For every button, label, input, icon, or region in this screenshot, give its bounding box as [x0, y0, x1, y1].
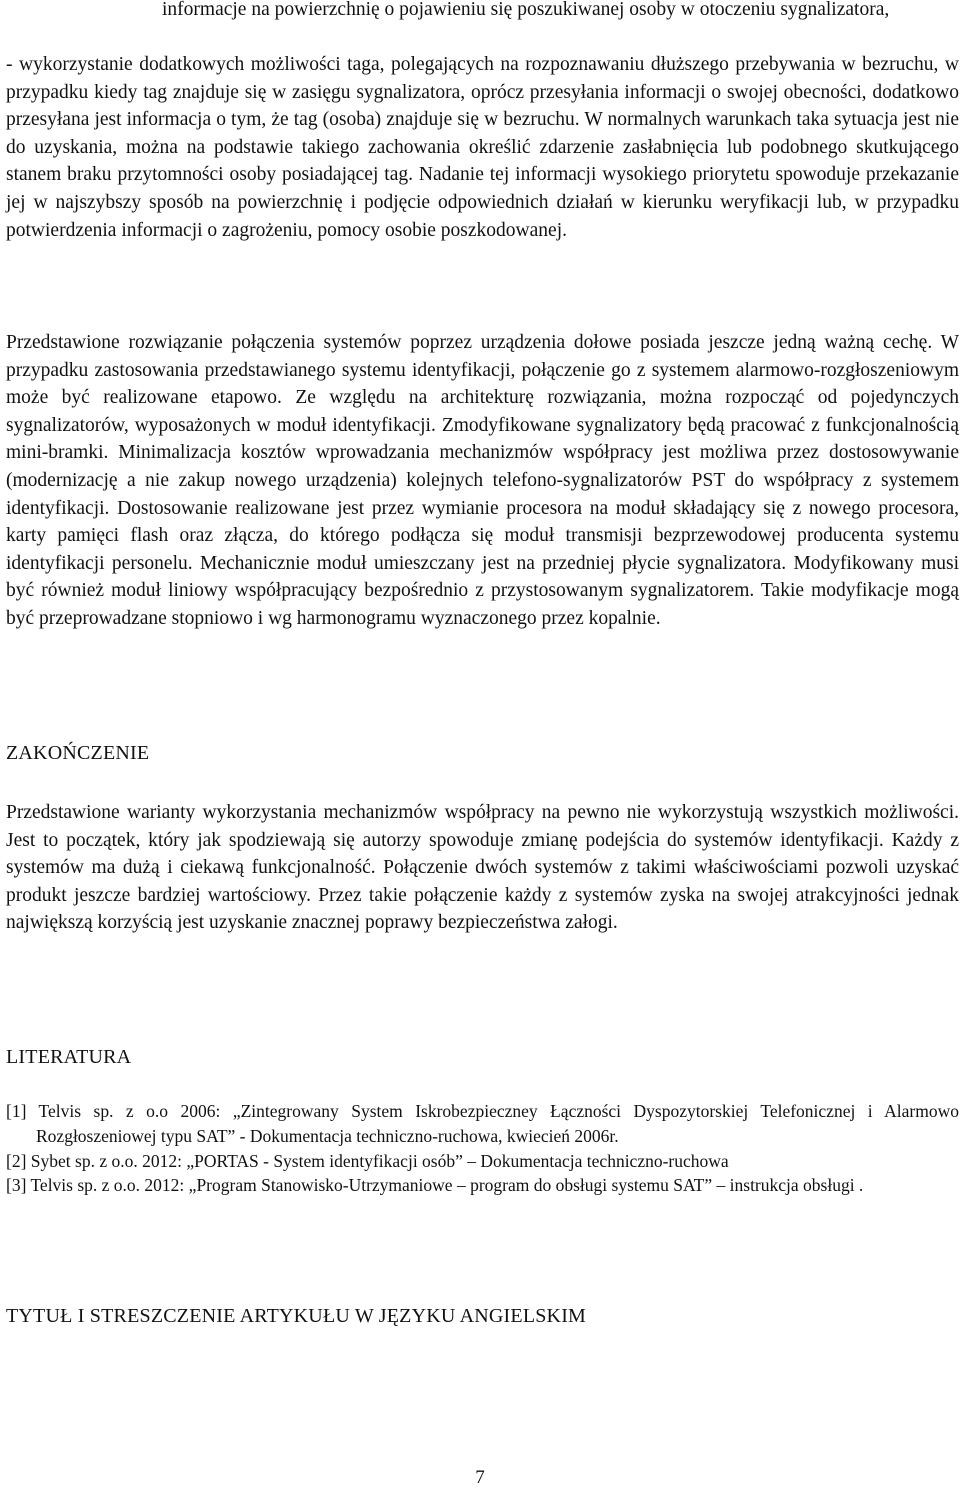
- conclusion-paragraph: Przedstawione warianty wykorzystania mechanizmów współpracy na pewno nie wykorzystują wszystkich możliwości. Jest to początek, który jak spodziewają się autorzy spowoduje zmianę podejścia do systemów identyfikacji. Każdy z systemów ma dużą i ciekawą funkcjonalność. Połączenie dwóch systemów z takimi właściwościami pozwoli uzyskać produkt jeszcze bardziej wartościowy. Przez takie połączenie każdy z systemów zyska na swojej atrakcyjności jednak największą korzyścią jest uzyskanie znacznej poprawy bezpieczeństwa załogi.: [6, 802, 959, 934]
- continuation-paragraph: informacje na powierzchnię o pojawieniu się poszukiwanej osoby w otoczeniu sygnalizatora,: [162, 0, 890, 20]
- literature-heading: LITERATURA: [6, 1046, 132, 1068]
- reference-item: [2] Sybet sp. z o.o. 2012: „PORTAS - System identyfikacji osób” – Dokumentacja techniczno-ruchowa: [6, 1150, 729, 1171]
- solution-feature-paragraph: Przedstawione rozwiązanie połączenia systemów poprzez urządzenia dołowe posiada jeszcze jedną ważną cechę. W przypadku zastosowania przedstawianego systemu identyfikacji, połączenie go z systemem alarmowo-rozgłoszeniowym może być realizowane etapowo. Ze względu na architekturę rozwiązania, można rozpocząć od pojedynczych sygnalizatorów, wyposażonych w moduł identyfikacji. Zmodyfikowane sygnalizatory będą pracować z funkcjonalnością mini-bramki. Minimalizacja kosztów wprowadzania mechanizmów współpracy jest możliwa przez dostosowywanie (modernizację a nie zakup nowego urządzenia) kolejnych telefono-sygnalizatorów PST do współpracy z systemem identyfikacji. Dostosowanie realizowane jest przez wymianie procesora na moduł składający się z nowego procesora, karty pamięci flash oraz złącza, do którego podłącza się moduł transmisji bezprzewodowej producenta systemu identyfikacji personelu. Mechanicznie moduł umieszczany jest na przedniej płycie sygnalizatora. Modyfikowany musi być również moduł liniowy współpracujący bezpośrednio z przystosowanym sygnalizatorem. Takie modyfikacje mogą być przeprowadzane stopniowo i wg harmonogramu wyznaczonego przez kopalnie.: [6, 332, 959, 629]
- tag-motion-paragraph: - wykorzystanie dodatkowych możliwości taga, polegających na rozpoznawaniu dłuższego przebywania w bezruchu, w przypadku kiedy tag znajduje się w zasięgu sygnalizatora, oprócz przesyłania informacji o swojej obecności, dodatkowo przesyłana jest informacja o tym, że tag (osoba) znajduje się w bezruchu. W normalnych warunkach taka sytuacja jest nie do uzyskania, można na podstawie takiego zachowania określić zdarzenie zasłabnięcia lub podobnego skutkującego stanem braku przytomności osoby posiadającej tag. Nadanie tej informacji wysokiego priorytetu spowoduje przekazanie jej w najszybszy sposób na powierzchnię i podjęcie odpowiednich działań w kierunku weryfikacji lub, w przypadku potwierdzenia informacji o zagrożeniu, pomocy osobie poszkodowanej.: [6, 54, 959, 241]
- page-number: 7: [475, 1467, 485, 1488]
- reference-item: [1] Telvis sp. z o.o 2006: „Zintegrowany System Iskrobezpieczney Łączności Dyspozytorskiej Telefonicznej i Alarmowo Rozgłoszeniowej typu SAT” - Dokumentacja techniczno-ruchowa, kwiecień 2006r.: [6, 1101, 959, 1146]
- reference-item: [3] Telvis sp. z o.o. 2012: „Program Stanowisko-Utrzymaniowe – program do obsługi systemu SAT” – instrukcja obsługi .: [6, 1175, 864, 1196]
- reference-list: [6, 1099, 959, 1198]
- conclusion-heading: ZAKOŃCZENIE: [6, 742, 150, 764]
- english-title-heading: TYTUŁ I STRESZCZENIE ARTYKUŁU W JĘZYKU ANGIELSKIM: [6, 1305, 587, 1327]
